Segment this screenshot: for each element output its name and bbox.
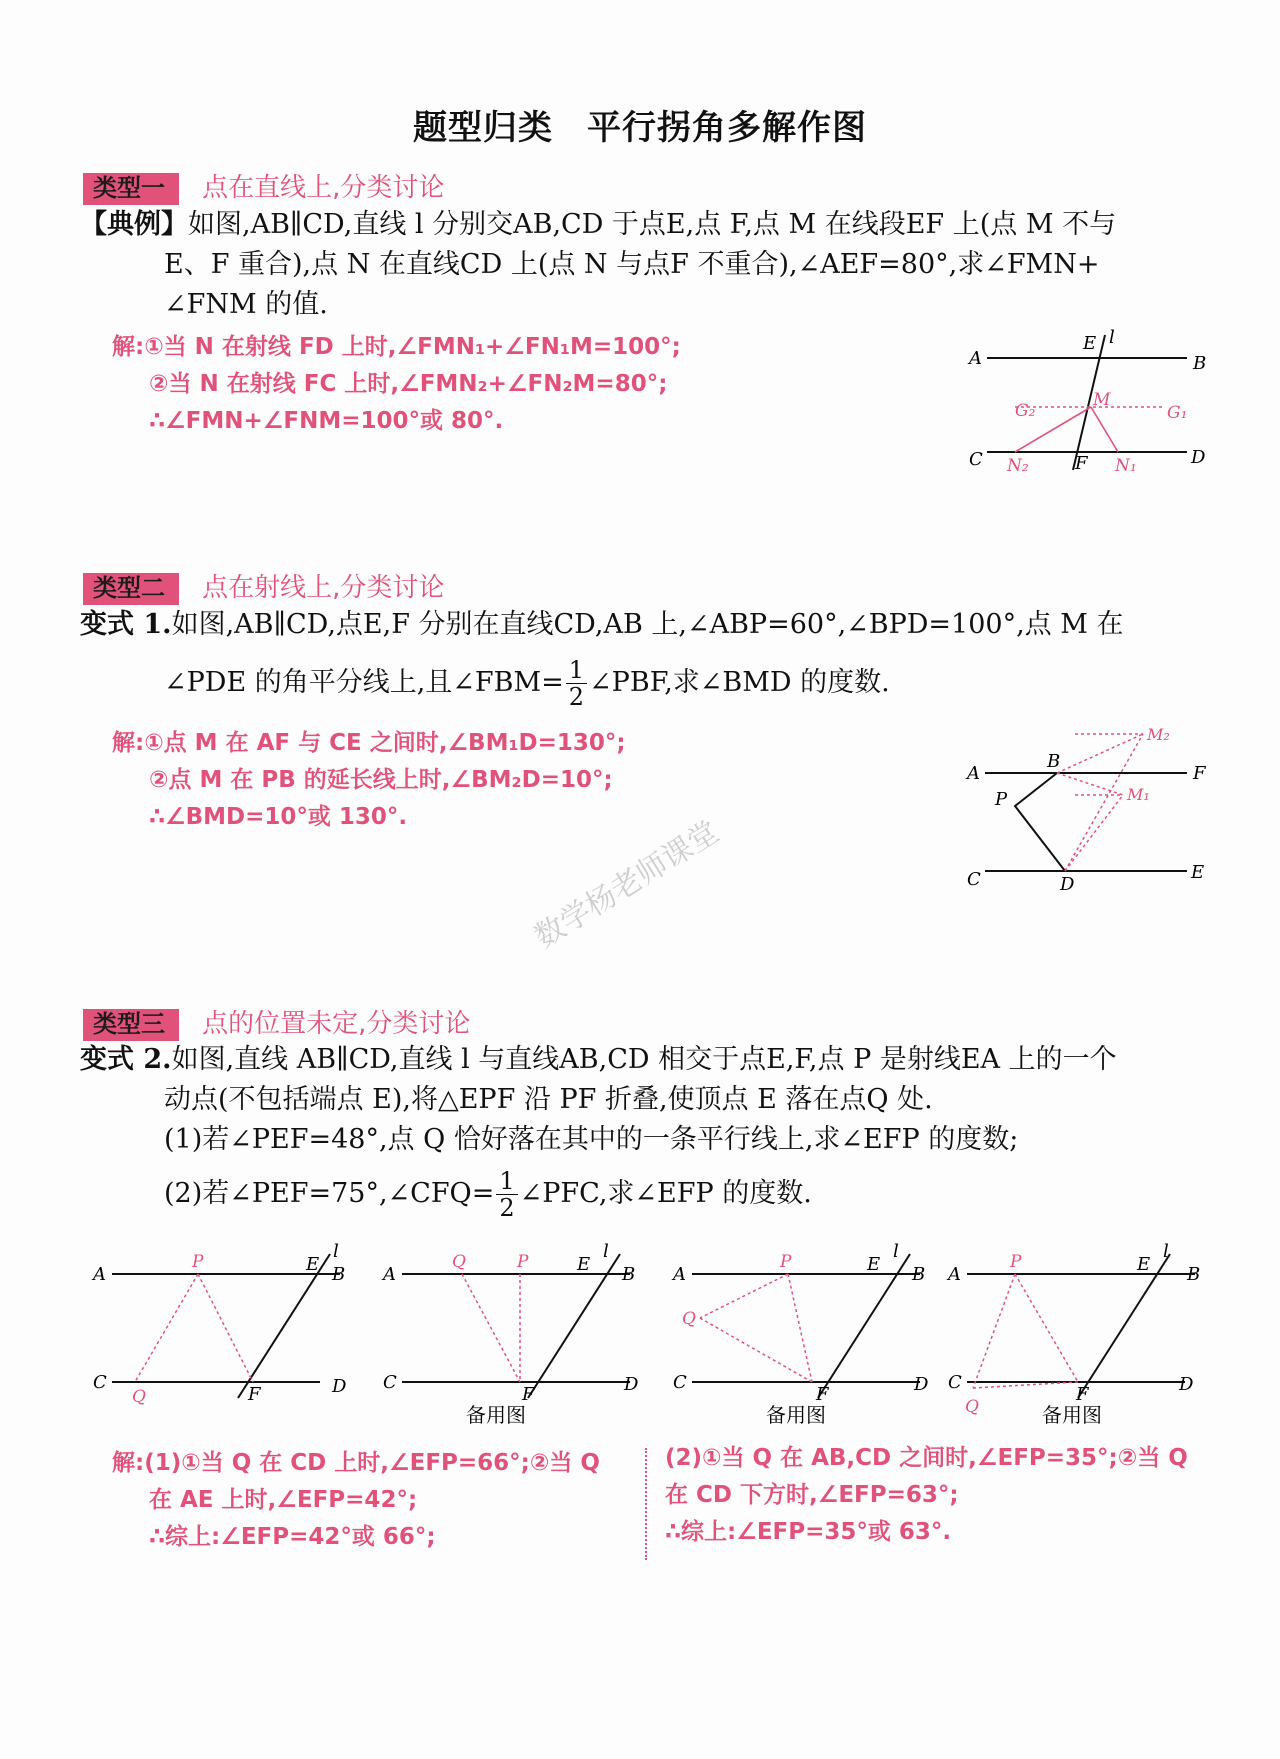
label-P: P — [995, 789, 1008, 810]
svg-text:A: A — [673, 1264, 686, 1285]
type2-heading: 点在射线上,分类讨论 — [202, 573, 445, 603]
svg-text:B: B — [1187, 1264, 1201, 1285]
type2-line1: 如图,AB∥CD,点E,F 分别在直线CD,AB 上,∠ABP=60°,∠BPD=100°,点 M 在 — [171, 609, 1124, 640]
svg-text:D: D — [914, 1374, 929, 1395]
svg-text:Q: Q — [132, 1387, 146, 1407]
type2-solution — [112, 725, 626, 836]
svg-text:F: F — [816, 1384, 829, 1405]
svg-text:P: P — [192, 1252, 204, 1272]
seg-BM1 — [1057, 773, 1123, 795]
svg-text:F: F — [1076, 1384, 1089, 1405]
type3-solution-right — [665, 1440, 1188, 1551]
type3-q2a: (2)若∠PEF=75°,∠CFQ= — [164, 1178, 495, 1209]
type1-problem — [80, 205, 1210, 325]
svg-text:D: D — [1179, 1374, 1194, 1395]
page-title — [0, 100, 1280, 149]
solution-divider — [645, 1448, 647, 1560]
ray-BM2 — [1057, 734, 1143, 773]
svg-text:Q: Q — [452, 1252, 466, 1272]
label-N2: N₂ — [1007, 456, 1029, 476]
label-E: E — [1083, 333, 1097, 354]
label-M: M — [1093, 390, 1111, 410]
svg-text:Q: Q — [965, 1397, 979, 1417]
svg-text:备用图: 备用图 — [1042, 1403, 1102, 1427]
type1-figure — [955, 325, 1215, 490]
svg-text:B: B — [622, 1264, 636, 1285]
svg-text:E: E — [1137, 1254, 1151, 1275]
label-F: F — [1075, 453, 1088, 474]
type3-frac-den: 2 — [499, 1194, 515, 1222]
label-F: F — [1193, 763, 1206, 784]
svg-text:Q: Q — [682, 1309, 696, 1329]
label-A: A — [967, 763, 980, 784]
label-D: D — [1060, 874, 1075, 890]
type2-sol3: ∴∠BMD=10°或 130°. — [149, 804, 408, 830]
type1-header — [83, 167, 444, 204]
type3-line2: 动点(不包括端点 E),将△EPF 沿 PF 折叠,使顶点 E 落在点Q 处. — [164, 1084, 933, 1115]
caption: 备用图 — [466, 1403, 526, 1427]
svg-text:C: C — [948, 1372, 962, 1393]
svg-text:D: D — [624, 1374, 639, 1395]
type3-fraction — [496, 1168, 517, 1221]
svg-text:C: C — [383, 1372, 397, 1393]
label-E: E — [1191, 862, 1205, 883]
type3-heading: 点的位置未定,分类讨论 — [202, 1009, 471, 1039]
type2-header — [83, 567, 444, 604]
type3-figure-1 — [90, 1240, 360, 1415]
type3-frac-num: 1 — [496, 1168, 517, 1195]
label-l: l — [1109, 327, 1115, 348]
type2-fraction — [566, 657, 587, 710]
label-M1: M₁ — [1127, 785, 1150, 804]
type3-figure-3 — [670, 1240, 940, 1440]
type2-frac-den: 2 — [568, 683, 585, 711]
type2-line2a: ∠PDE 的角平分线上,且∠FBM= — [164, 667, 564, 698]
svg-text:P: P — [1010, 1252, 1022, 1272]
svg-text:P: P — [517, 1252, 529, 1272]
label-C: C — [967, 869, 981, 890]
watermark: 数学杨老师课堂 — [528, 814, 726, 956]
svg-text:l: l — [1163, 1241, 1169, 1262]
svg-text:E: E — [577, 1254, 591, 1275]
label-M2: M₂ — [1147, 725, 1170, 744]
svg-text:备用图: 备用图 — [766, 1403, 826, 1427]
svg-text:B: B — [332, 1264, 346, 1285]
svg-text:D: D — [332, 1376, 347, 1397]
type1-sol1: 解:①当 N 在射线 FD 上时,∠FMN₁+∠FN₁M=100°; — [112, 334, 681, 360]
type2-figure — [955, 720, 1215, 890]
svg-text:A: A — [948, 1264, 961, 1285]
type3-problem — [80, 1040, 1210, 1221]
type1-sol2: ②当 N 在射线 FC 上时,∠FMN₂+∠FN₂M=80°; — [149, 371, 668, 397]
type2-problem — [80, 605, 1210, 710]
title-part2: 平行拐角多解作图 — [587, 108, 867, 148]
svg-text:F: F — [522, 1384, 535, 1405]
type3-tag: 类型三 — [83, 1009, 179, 1041]
polyline-BPD — [1015, 773, 1065, 871]
type3-solL2: 在 AE 上时,∠EFP=42°; — [149, 1487, 418, 1513]
type2-label: 变式 1. — [80, 609, 172, 640]
type1-heading: 点在直线上,分类讨论 — [202, 173, 445, 203]
svg-text:C: C — [673, 1372, 687, 1393]
label-G1: G₁ — [1167, 403, 1188, 423]
type1-line3: ∠FNM 的值. — [164, 289, 328, 320]
type3-figure-4 — [945, 1240, 1215, 1440]
seg-DM1 — [1065, 795, 1123, 871]
label-N1: N₁ — [1115, 456, 1137, 476]
type3-header — [83, 1003, 470, 1040]
svg-text:E: E — [867, 1254, 881, 1275]
type1-sol3: ∴∠FMN+∠FNM=100°或 80°. — [149, 408, 504, 434]
type3-solR2: 在 CD 下方时,∠EFP=63°; — [665, 1482, 959, 1508]
type1-tag: 类型一 — [83, 173, 179, 205]
svg-text:P: P — [780, 1252, 792, 1272]
svg-text:l: l — [603, 1241, 609, 1262]
svg-text:A: A — [383, 1264, 396, 1285]
type3-figure-2 — [380, 1240, 650, 1440]
svg-text:C: C — [93, 1372, 107, 1393]
type2-line2b: ∠PBF,求∠BMD 的度数. — [589, 667, 890, 698]
svg-text:B: B — [912, 1264, 926, 1285]
type3-line1: 如图,直线 AB∥CD,直线 l 与直线AB,CD 相交于点E,F,点 P 是射线EA 上的一个 — [171, 1044, 1117, 1075]
type2-sol1: 解:①点 M 在 AF 与 CE 之间时,∠BM₁D=130°; — [112, 730, 626, 756]
label-D: D — [1191, 447, 1206, 468]
type3-solL1: 解:(1)①当 Q 在 CD 上时,∠EFP=66°;②当 Q — [112, 1450, 600, 1476]
type1-label: 【典例】 — [80, 209, 188, 240]
type3-q2b: ∠PFC,求∠EFP 的度数. — [519, 1178, 812, 1209]
type2-tag: 类型二 — [83, 573, 179, 605]
type3-solR3: ∴综上:∠EFP=35°或 63°. — [665, 1519, 952, 1545]
seg-MN1 — [1091, 407, 1118, 452]
svg-text:F: F — [248, 1384, 261, 1405]
svg-text:l: l — [893, 1241, 899, 1262]
type2-frac-num: 1 — [566, 657, 587, 684]
label-G2: G₂ — [1015, 401, 1036, 421]
title-part1: 题型归类 — [413, 108, 553, 148]
label-A: A — [969, 348, 982, 369]
svg-text:A: A — [93, 1264, 106, 1285]
type1-line1: 如图,AB∥CD,直线 l 分别交AB,CD 于点E,点 F,点 M 在线段EF 上(点 M 不与 — [188, 209, 1117, 240]
type1-line2: E、F 重合),点 N 在直线CD 上(点 N 与点F 不重合),∠AEF=80°,求∠FMN+ — [164, 249, 1100, 280]
svg-text:l: l — [333, 1241, 339, 1262]
svg-text:E: E — [306, 1254, 320, 1275]
label-C: C — [969, 449, 983, 470]
type1-solution — [112, 329, 681, 440]
type3-solution-left — [112, 1445, 600, 1556]
type3-solR1: (2)①当 Q 在 AB,CD 之间时,∠EFP=35°;②当 Q — [665, 1445, 1188, 1471]
label-B: B — [1047, 751, 1061, 772]
type2-sol2: ②点 M 在 PB 的延长线上时,∠BM₂D=10°; — [149, 767, 613, 793]
type3-solL3: ∴综上:∠EFP=42°或 66°; — [149, 1524, 436, 1550]
type3-q1: (1)若∠PEF=48°,点 Q 恰好落在其中的一条平行线上,求∠EFP 的度数; — [164, 1124, 1019, 1155]
label-B: B — [1193, 353, 1207, 374]
type3-label: 变式 2. — [80, 1044, 172, 1075]
